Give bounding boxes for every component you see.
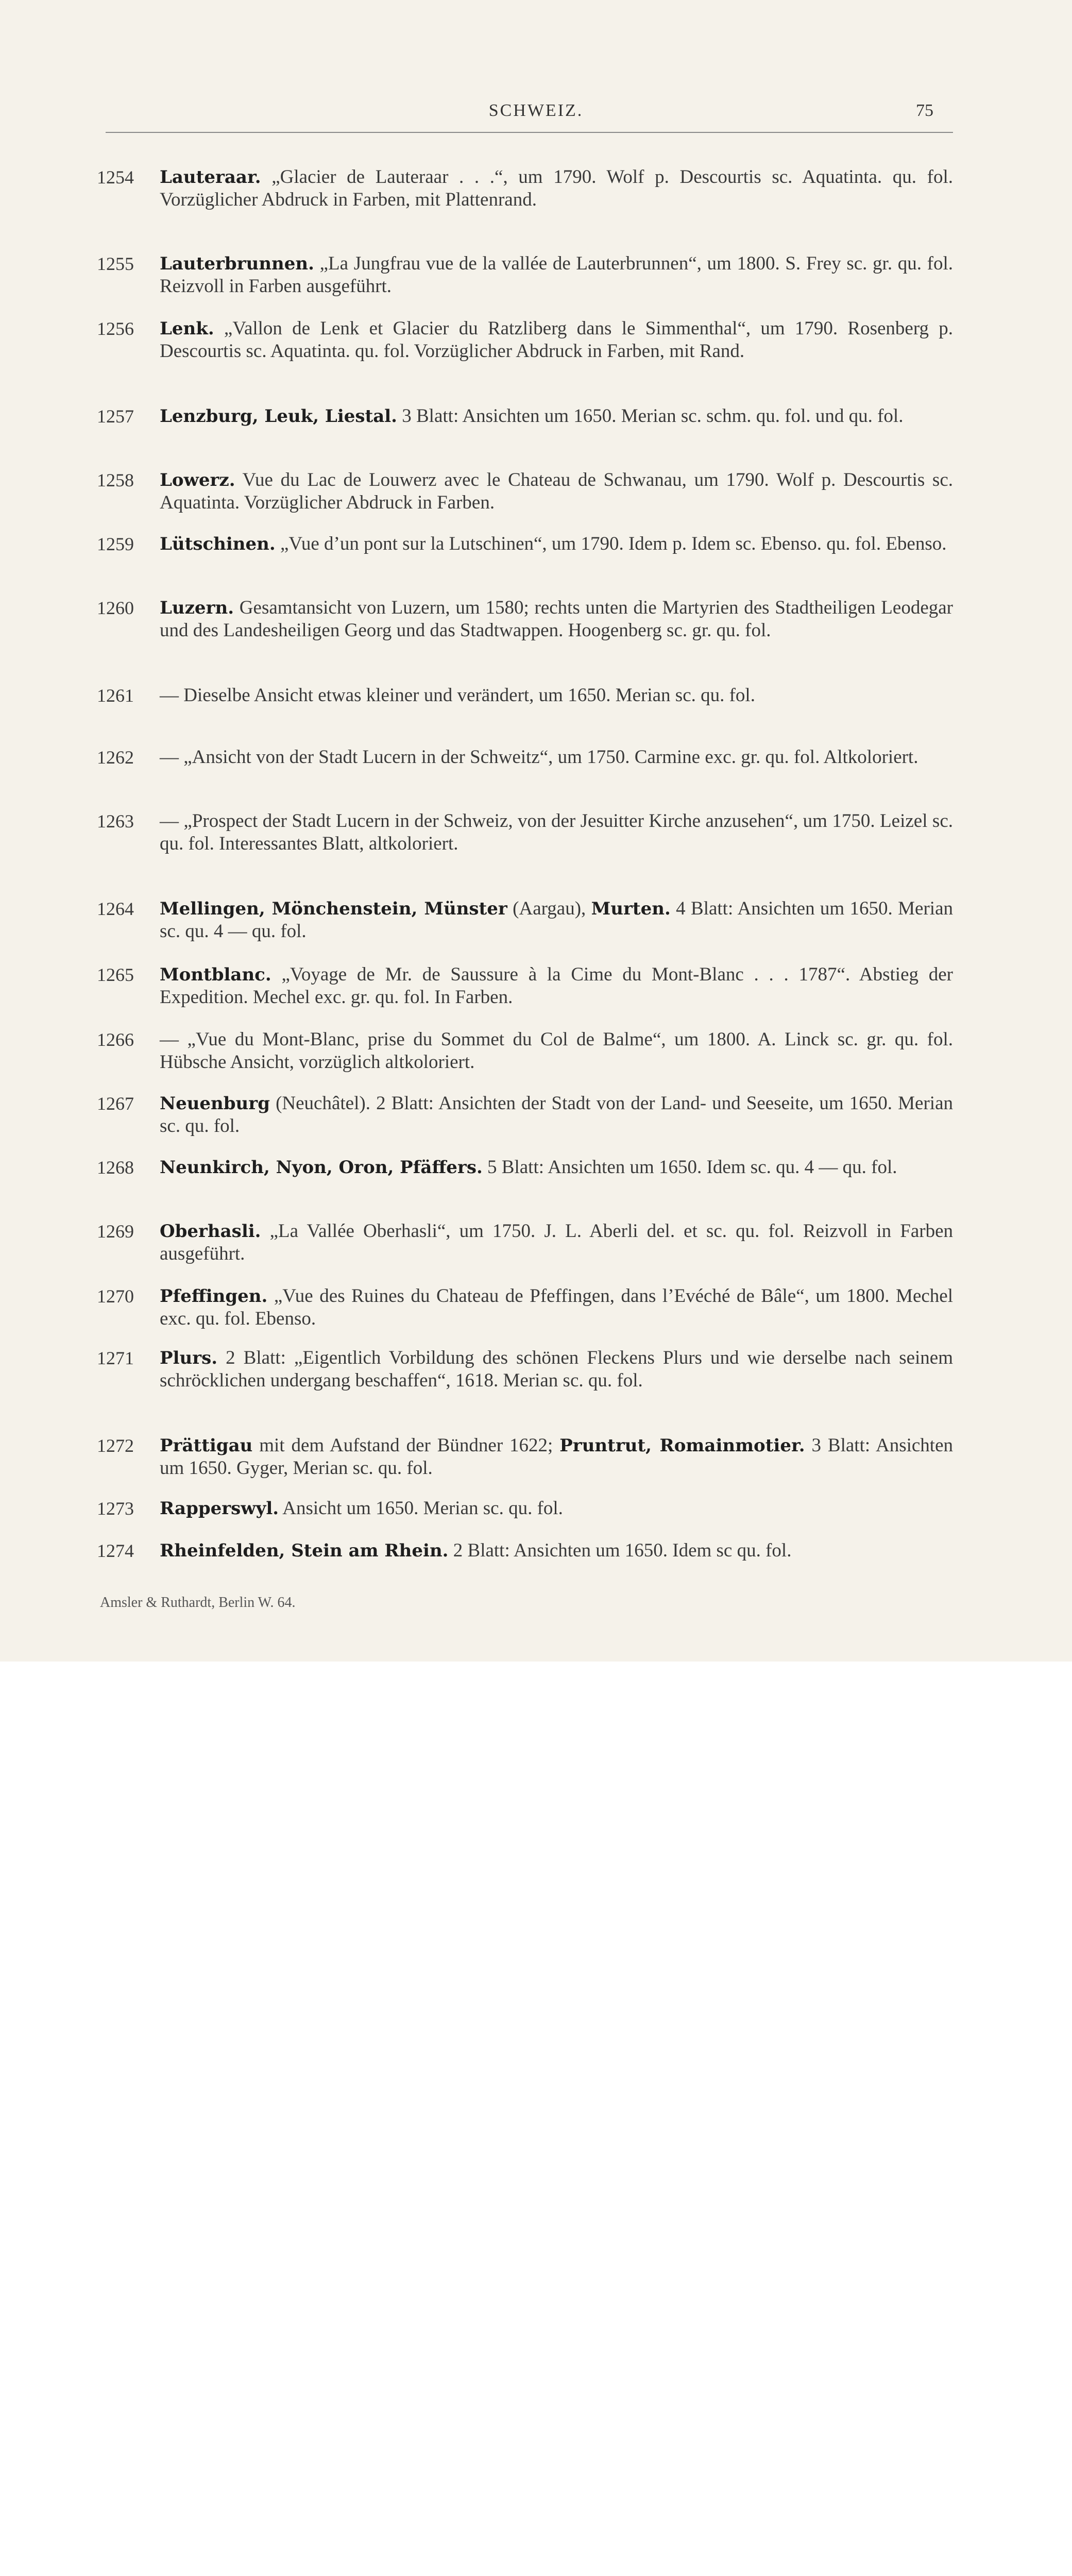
- entry-number: 1269: [97, 1221, 134, 1242]
- entry-number: 1261: [97, 685, 134, 706]
- entry-number: 1272: [97, 1435, 134, 1456]
- entry-number: 1263: [97, 811, 134, 832]
- entry-text: [160, 1434, 953, 1480]
- entry-description: „La Vallée Oberhasli“, um 1750. J. L. Aberli del. et sc. qu. fol. Reizvoll in Farben ausgeführt.: [160, 1221, 953, 1264]
- entry-text: [160, 533, 953, 555]
- entry-description: „Vue des Ruines du Chateau de Pfeffingen, dans l’Evéché de Bâle“, um 1800. Mechel exc. qu. fol. Ebenso.: [160, 1285, 953, 1329]
- entry-description: — „Ansicht von der Stadt Lucern in der Schweitz“, um 1750. Carmine exc. gr. qu. fol. Altkoloriert.: [160, 747, 918, 768]
- entry-place-name: Lauterbrunnen.: [160, 253, 314, 274]
- page-number: 75: [916, 101, 933, 120]
- entry-description: Gesamtansicht von Luzern, um 1580; rechts unten die Martyrien des Stadtheiligen Leodegar und des Landesheiligen Georg und das Stadtwappen. Hoogenberg sc. gr. qu. fol.: [160, 597, 953, 641]
- entry-number: 1259: [97, 534, 134, 554]
- entry-description: mit dem Aufstand der Bündner 1622;: [252, 1435, 560, 1456]
- entry-text: [160, 1497, 953, 1520]
- publisher-line: Amsler & Ruthardt, Berlin W. 64.: [100, 1595, 296, 1611]
- entry-number: 1270: [97, 1286, 134, 1307]
- entry-place-name: Neuenburg: [160, 1093, 270, 1114]
- entry-number: 1256: [97, 318, 134, 339]
- entry-number: 1274: [97, 1540, 134, 1561]
- entry-text: [160, 1220, 953, 1265]
- entry-text: [160, 597, 953, 642]
- header-rule: [106, 132, 953, 133]
- entry-description: 3 Blatt: Ansichten um 1650. Merian sc. schm. qu. fol. und qu. fol.: [397, 405, 904, 427]
- entry-place-name: Lowerz.: [160, 470, 235, 490]
- entry-description: 2 Blatt: „Eigentlich Vorbildung des schönen Fleckens Plurs und wie derselbe nach seinem schröcklichen undergang beschaffen“, 1618. Merian sc. qu. fol.: [160, 1347, 953, 1391]
- entry-place-name: Mellingen, Mönchenstein, Münster: [160, 899, 507, 919]
- entry-place-name: Rheinfelden, Stein am Rhein.: [160, 1540, 449, 1561]
- entry-place-name: Prättigau: [160, 1435, 253, 1456]
- entry-number: 1268: [97, 1157, 134, 1178]
- entry-place-name: Rapperswyl.: [160, 1498, 279, 1519]
- entry-text: [160, 469, 953, 514]
- entry-description: Ansicht um 1650. Merian sc. qu. fol.: [279, 1498, 563, 1519]
- entry-description: (Neuchâtel). 2 Blatt: Ansichten der Stadt von der Land- und Seeseite, um 1650. Merian sc. qu. fol.: [160, 1093, 953, 1137]
- entry-text: [160, 1156, 953, 1179]
- entry-text: [160, 1539, 953, 1562]
- entry-text: [160, 1285, 953, 1330]
- entry-text: [160, 252, 953, 298]
- entry-number: 1273: [97, 1498, 134, 1519]
- viewer-footer: [0, 1662, 1072, 1737]
- entry-text: [160, 746, 953, 769]
- entry-description: (Aargau),: [507, 898, 591, 919]
- entry-number: 1264: [97, 899, 134, 919]
- entry-place-name: Oberhasli.: [160, 1221, 261, 1242]
- entry-description: „Glacier de Lauteraar . . .“, um 1790. Wolf p. Descourtis sc. Aquatinta. qu. fol. Vorzüglicher Abdruck in Farben, mit Plattenrand.: [160, 166, 953, 210]
- entry-place-name: Pruntrut, Romainmotier.: [559, 1435, 805, 1456]
- entry-description: 5 Blatt: Ansichten um 1650. Idem sc. qu. 4 — qu. fol.: [482, 1157, 897, 1178]
- entry-number: 1267: [97, 1093, 134, 1114]
- entry-text: [160, 317, 953, 363]
- entry-number: 1266: [97, 1029, 134, 1050]
- entry-text: [160, 166, 953, 211]
- entry-number: 1258: [97, 470, 134, 490]
- entry-description: 4 Blatt: Ansichten um 1650. Merian sc. qu. 4 — qu. fol.: [160, 898, 953, 942]
- entry-place-name: Murten.: [591, 899, 671, 919]
- entry-place-name: Pfeffingen.: [160, 1286, 268, 1307]
- entry-number: 1265: [97, 964, 134, 985]
- entry-description: „Vue d’un pont sur la Lutschinen“, um 1790. Idem p. Idem sc. Ebenso. qu. fol. Ebenso.: [275, 533, 947, 554]
- entry-place-name: Lenzburg, Leuk, Liestal.: [160, 406, 397, 427]
- entry-text: [160, 897, 953, 943]
- entry-place-name: Neunkirch, Nyon, Oron, Pfäffers.: [160, 1157, 483, 1178]
- entry-place-name: Lütschinen.: [160, 534, 276, 554]
- entry-description: „La Jungfrau vue de la vallée de Lauterbrunnen“, um 1800. S. Frey sc. gr. qu. fol. Reizvoll in Farben ausgeführt.: [160, 253, 953, 297]
- entry-description: „Vallon de Lenk et Glacier du Ratzliberg dans le Simmenthal“, um 1790. Rosenberg p. Descourtis sc. Aquatinta. qu. fol. Vorzüglicher Abdruck in Farben, mit Rand.: [160, 318, 953, 362]
- entry-place-name: Luzern.: [160, 598, 234, 618]
- entry-description: Vue du Lac de Louwerz avec le Chateau de Schwanau, um 1790. Wolf p. Descourtis sc. Aquatinta. Vorzüglicher Abdruck in Farben.: [160, 469, 953, 513]
- entry-number: 1254: [97, 167, 134, 188]
- entry-number: 1260: [97, 598, 134, 618]
- entry-description: — „Vue du Mont-Blanc, prise du Sommet du Col de Balme“, um 1800. A. Linck sc. gr. qu. fol. Hübsche Ansicht, vorzüglich altkoloriert.: [160, 1029, 953, 1073]
- entry-number: 1271: [97, 1348, 134, 1368]
- entry-description: 3 Blatt: Ansichten um 1650. Gyger, Merian sc. qu. fol.: [160, 1435, 954, 1479]
- entry-place-name: Lauteraar.: [160, 167, 261, 188]
- entry-place-name: Lenk.: [160, 318, 214, 339]
- entry-description: — Dieselbe Ansicht etwas kleiner und verändert, um 1650. Merian sc. qu. fol.: [160, 685, 755, 706]
- entry-number: 1255: [97, 253, 134, 274]
- entry-description: — „Prospect der Stadt Lucern in der Schweiz, von der Jesuitter Kirche anzusehen“, um 1750. Leizel sc. qu. fol. Interessantes Blatt, altkoloriert.: [160, 810, 953, 854]
- entry-number: 1262: [97, 747, 134, 768]
- entry-place-name: Plurs.: [160, 1348, 218, 1368]
- entry-text: [160, 405, 953, 428]
- entry-text: [160, 684, 953, 707]
- entry-text: [160, 1347, 953, 1392]
- entry-number: 1257: [97, 406, 134, 427]
- entry-description: 2 Blatt: Ansichten um 1650. Idem sc qu. fol.: [448, 1540, 792, 1561]
- entry-text: [160, 1092, 953, 1138]
- entry-text: [160, 1028, 953, 1074]
- entry-place-name: Montblanc.: [160, 964, 271, 985]
- entry-text: [160, 963, 953, 1009]
- entry-text: [160, 810, 953, 855]
- running-header: SCHWEIZ.: [488, 101, 584, 120]
- entry-description: „Voyage de Mr. de Saussure à la Cime du Mont-Blanc . . . 1787“. Abstieg der Expedition. Mechel exc. gr. qu. fol. In Farben.: [160, 964, 953, 1008]
